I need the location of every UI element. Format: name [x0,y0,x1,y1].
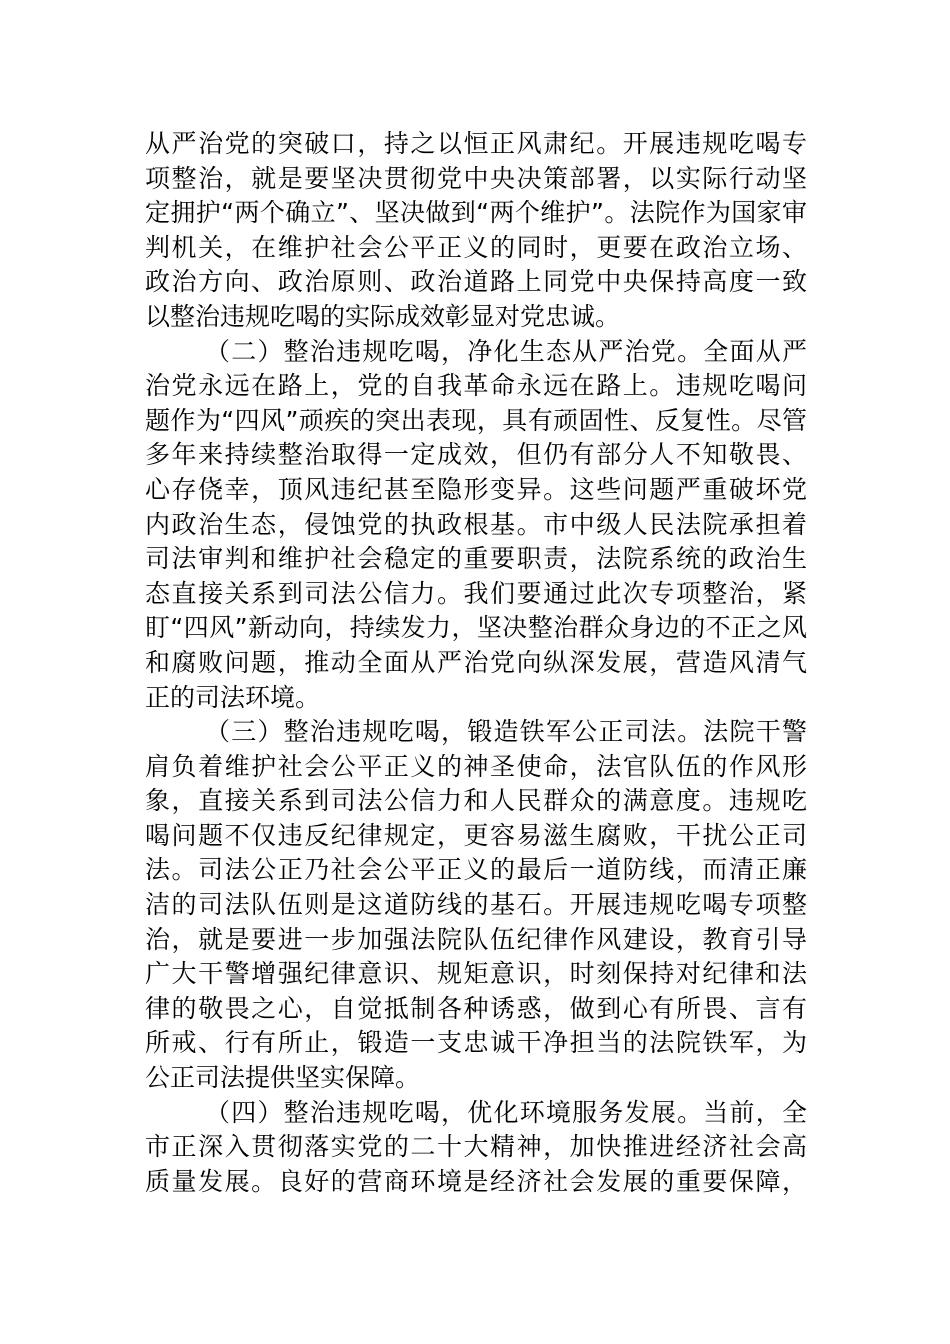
text-line: 律的敬畏之心，自觉抵制各种诱惑，做到心有所畏、言有 [145,993,807,1023]
text-line: 以整治违规吃喝的实际成效彰显对党忠诚。 [145,301,621,331]
text-line: 心存侥幸，顶风违纪甚至隐形变异。这些问题严重破坏党 [145,474,807,504]
text-line: 从严治党的突破口，持之以恒正风肃纪。开展违规吃喝专 [145,129,807,158]
text-line: 法。司法公正乃社会公平正义的最后一道防线，而清正廉 [145,855,807,885]
text-line: 正的司法环境。 [145,682,321,712]
text-line: 政治方向、政治原则、政治道路上同党中央保持高度一致 [145,267,807,297]
text-line: 市正深入贯彻落实党的二十大精神，加快推进经济社会高 [145,1132,807,1162]
text-line: 象，直接关系到司法公信力和人民群众的满意度。违规吃 [145,786,807,816]
text-line: 判机关，在维护社会公平正义的同时，更要在政治立场、 [145,232,807,262]
text-line: 定拥护“两个确立”、坚决做到“两个维护”。法院作为国家审 [145,198,807,228]
text-line: （三）整治违规吃喝，锻造铁军公正司法。法院干警 [205,717,807,747]
text-line: 题作为“四风”顽疾的突出表现，具有顽固性、反复性。尽管 [145,405,807,435]
text-line: （二）整治违规吃喝，净化生态从严治党。全面从严 [205,336,807,366]
text-line: 态直接关系到司法公信力。我们要通过此次专项整治，紧 [145,578,807,608]
text-line: （四）整治违规吃喝，优化环境服务发展。当前，全 [205,1097,807,1127]
text-line: 肩负着维护社会公平正义的神圣使命，法官队伍的作风形 [145,751,807,781]
text-line: 所戒、行有所止，锻造一支忠诚干净担当的法院铁军，为 [145,1028,807,1058]
text-line: 司法审判和维护社会稳定的重要职责，法院系统的政治生 [145,544,807,574]
text-line: 治党永远在路上，党的自我革命永远在路上。违规吃喝问 [145,371,807,401]
text-line: 项整治，就是要坚决贯彻党中央决策部署，以实际行动坚 [145,163,807,193]
text-line: 洁的司法队伍则是这道防线的基石。开展违规吃喝专项整 [145,890,807,920]
text-line: 喝问题不仅违反纪律规定，更容易滋生腐败，干扰公正司 [145,820,807,850]
text-line: 质量发展。良好的营商环境是经济社会发展的重要保障， [145,1166,807,1196]
text-line: 内政治生态，侵蚀党的执政根基。市中级人民法院承担着 [145,509,807,539]
text-line: 广大干警增强纪律意识、规矩意识，时刻保持对纪律和法 [145,959,807,989]
body-text [145,127,807,1199]
text-line: 治，就是要进一步加强法院队伍纪律作风建设，教育引导 [145,924,807,954]
text-line: 盯“四风”新动向，持续发力，坚决整治群众身边的不正之风 [145,613,807,643]
text-line: 多年来持续整治取得一定成效，但仍有部分人不知敬畏、 [145,440,807,470]
text-line: 和腐败问题，推动全面从严治党向纵深发展，营造风清气 [145,647,807,677]
text-line: 公正司法提供坚实保障。 [145,1063,421,1093]
